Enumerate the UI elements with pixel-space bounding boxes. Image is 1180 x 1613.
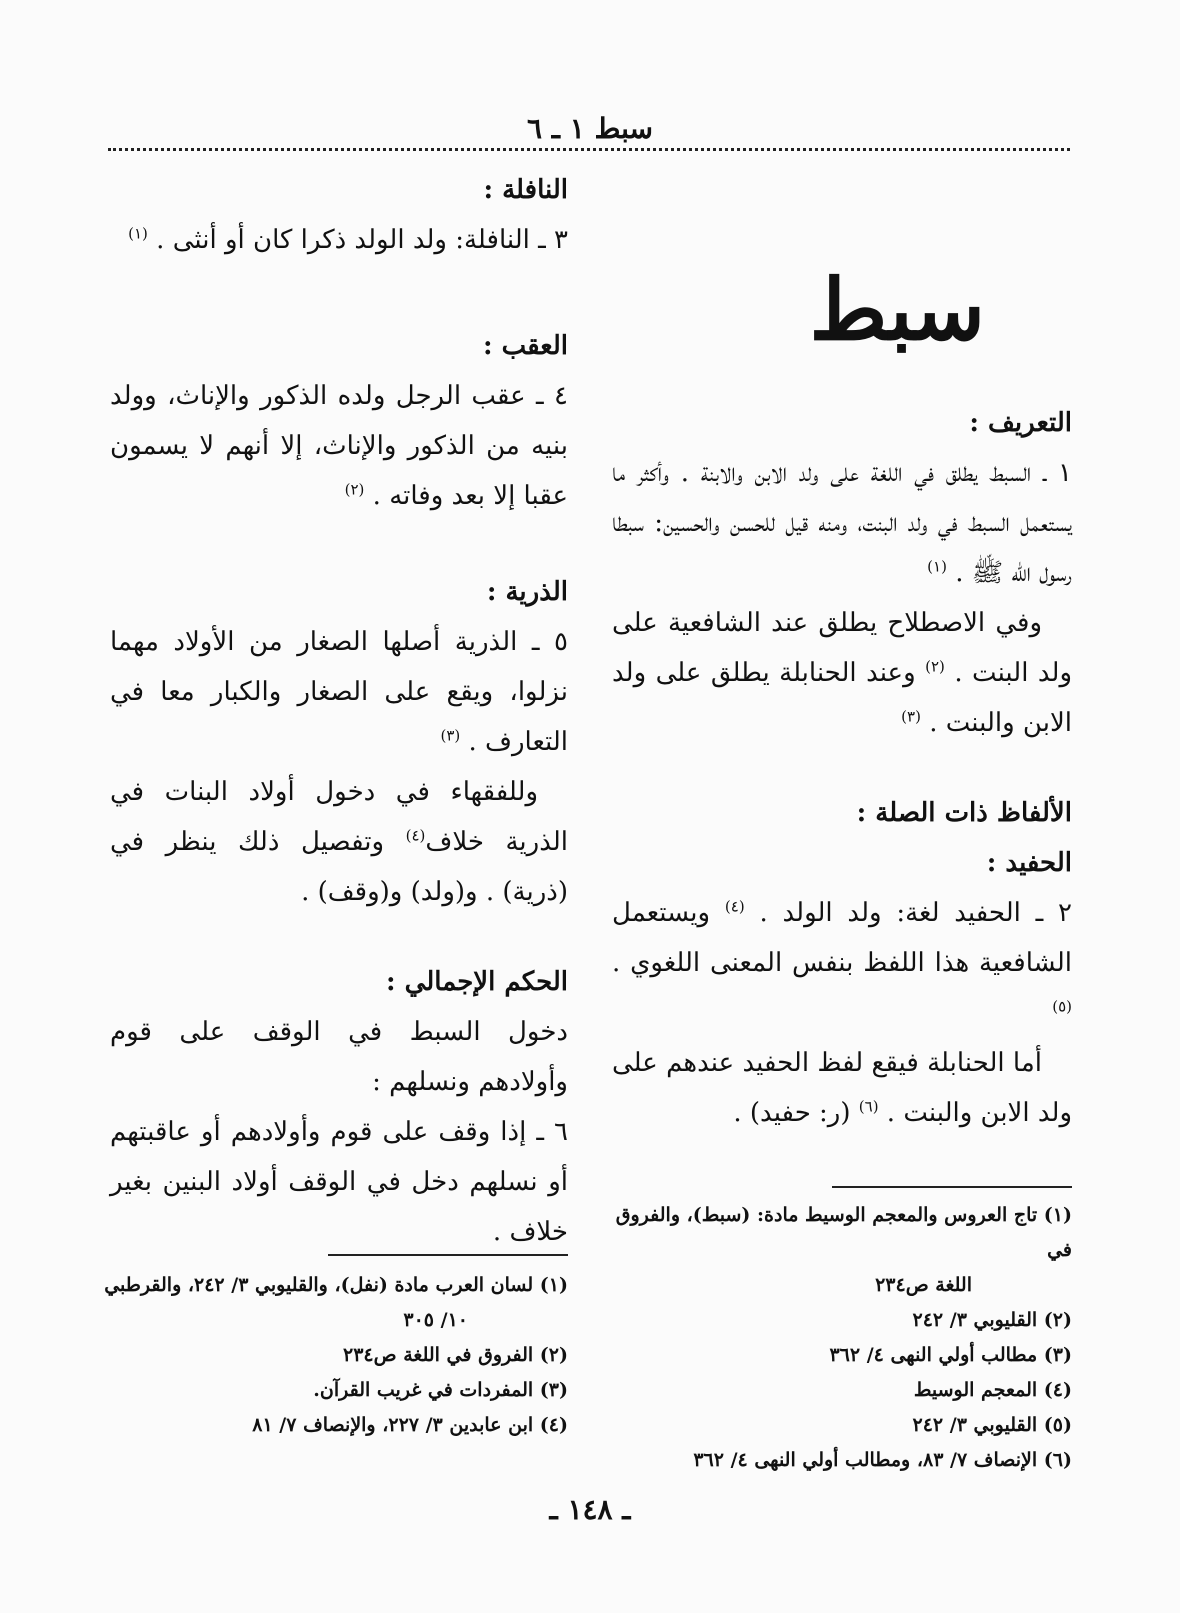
heading-hukm: الحكم الإجمالي :: [386, 967, 568, 997]
paragraph-2b-text: وعند الحنابلة يطلق على ولد الابن والبنت .: [612, 658, 1072, 738]
paragraph-4-end: (ر: حفيد) .: [733, 1098, 859, 1128]
paragraph-1-text: ١ ـ السبط يطلق في اللغة على ولد الابن والابنة . وأكثر ما يستعمل السبط في ولد البنت، ومنه قيل للحسن والحسين: سبطا رسول الله ﷺ .: [612, 458, 1072, 588]
paragraph-nafila: [110, 215, 568, 265]
paragraph-3b-text: ويستعمل الشافعية هذا اللفظ بنفس المعنى اللغوي .: [612, 898, 1072, 978]
footnote-1: (١) لسان العرب مادة (نفل)، والقليوبي ٣/ ٢٤٢، والقرطبي: [104, 1274, 568, 1296]
footnote-1-cont: ١٠/ ٣٠٥: [403, 1309, 468, 1331]
footnote-4: (٤) المعجم الوسيط: [913, 1379, 1072, 1401]
footnote-ref: (١): [128, 224, 148, 243]
footnote-1-cont: اللغة ص٢٣٤: [875, 1274, 972, 1296]
paragraph-4: [612, 1038, 1072, 1138]
paragraph-nafila-text: ٣ ـ النافلة: ولد الولد ذكرا كان أو أنثى .: [147, 225, 568, 255]
heading-alfaz: الألفاظ ذات الصلة :: [856, 798, 1072, 828]
paragraph-aqib: [110, 371, 568, 521]
paragraph-hukm-2: ٦ ـ إذا وقف على قوم وأولادهم أو عاقبتهم أو نسلهم دخل في الوقف أولاد البنين بغير خلاف .: [110, 1117, 568, 1247]
footnote-2: (٢) الفروق في اللغة ص٢٣٤: [343, 1344, 568, 1366]
paragraph-2a-text: وفي الاصطلاح يطلق عند الشافعية على ولد البنت .: [612, 608, 1072, 688]
paragraph-4-text: أما الحنابلة فيقع لفظ الحفيد عندهم على ولد الابن والبنت .: [612, 1048, 1072, 1128]
footnote-ref: (١): [927, 557, 947, 576]
paragraph-dhurriya-2a-text: وللفقهاء في دخول أولاد البنات في الذرية خلاف: [110, 777, 569, 857]
header-dotted-rule: [108, 148, 1070, 151]
left-column: [110, 165, 568, 1257]
heading-tarif: التعريف :: [969, 408, 1072, 438]
footnote-3: (٣) مطالب أولي النهى ٤/ ٣٦٢: [829, 1344, 1072, 1366]
right-column: [612, 398, 1072, 1138]
heading-dhurriya: الذرية :: [486, 577, 568, 607]
footnote-ref: (٢): [344, 480, 365, 499]
footnote-ref: (٣): [901, 707, 921, 726]
footnotes-left: [98, 1268, 568, 1443]
footnote-ref: (٤): [724, 897, 745, 916]
footnote-ref: (٥): [1052, 997, 1072, 1016]
footnotes-right: [602, 1198, 1072, 1478]
footnote-ref: (٢): [925, 657, 945, 676]
footnote-rule-left: [328, 1254, 568, 1256]
paragraph-1: [612, 448, 1072, 598]
page-number: ـ ١٤٨ ـ: [549, 1493, 631, 1526]
heading-aqib: العقب :: [482, 331, 568, 361]
footnote-ref: (٣): [440, 726, 461, 745]
footnote-3: (٣) المفردات في غريب القرآن.: [313, 1379, 568, 1401]
footnote-4: (٤) ابن عابدين ٣/ ٢٢٧، والإنصاف ٧/ ٨١: [252, 1414, 568, 1436]
paragraph-hukm-1: دخول السبط في الوقف على قوم وأولادهم ونسلهم :: [110, 1017, 568, 1097]
footnote-5: (٥) القليوبي ٣/ ٢٤٢: [912, 1414, 1072, 1436]
entry-title: سبط: [809, 260, 985, 359]
paragraph-dhurriya-2b-text: وتفصيل ذلك ينظر في (ذرية) . و(ولد) و(وقف) .: [110, 827, 568, 907]
footnote-ref: (٤): [405, 826, 426, 845]
paragraph-dhurriya-2: [110, 767, 568, 917]
footnote-6: (٦) الإنصاف ٧/ ٨٣، ومطالب أولي النهى ٤/ ٣٦٢: [693, 1449, 1072, 1471]
footnote-2: (٢) القليوبي ٣/ ٢٤٢: [912, 1309, 1072, 1331]
paragraph-aqib-text: ٤ ـ عقب الرجل ولده الذكور والإناث، وولد بنيه من الذكور والإناث، إلا أنهم لا يسمون عقبا إلا بعد وفاته .: [110, 381, 568, 511]
footnote-ref: (٦): [858, 1097, 879, 1116]
paragraph-3: [612, 888, 1072, 1038]
paragraph-2: [612, 598, 1072, 748]
running-header: سبط ١ ـ ٦: [526, 112, 654, 145]
footnote-1: (١) تاج العروس والمعجم الوسيط مادة: (سبط)، والفروق في: [615, 1204, 1072, 1261]
paragraph-dhurriya-1: [110, 617, 568, 767]
footnote-rule-right: [832, 1186, 1072, 1188]
heading-nafila: النافلة :: [483, 175, 568, 205]
heading-hafid: الحفيد :: [986, 848, 1072, 878]
paragraph-3a-text: ٢ ـ الحفيد لغة: ولد الولد .: [744, 898, 1072, 928]
paragraph-dhurriya-1-text: ٥ ـ الذرية أصلها الصغار من الأولاد مهما نزلوا، ويقع على الصغار والكبار معا في التعارف .: [110, 627, 568, 757]
